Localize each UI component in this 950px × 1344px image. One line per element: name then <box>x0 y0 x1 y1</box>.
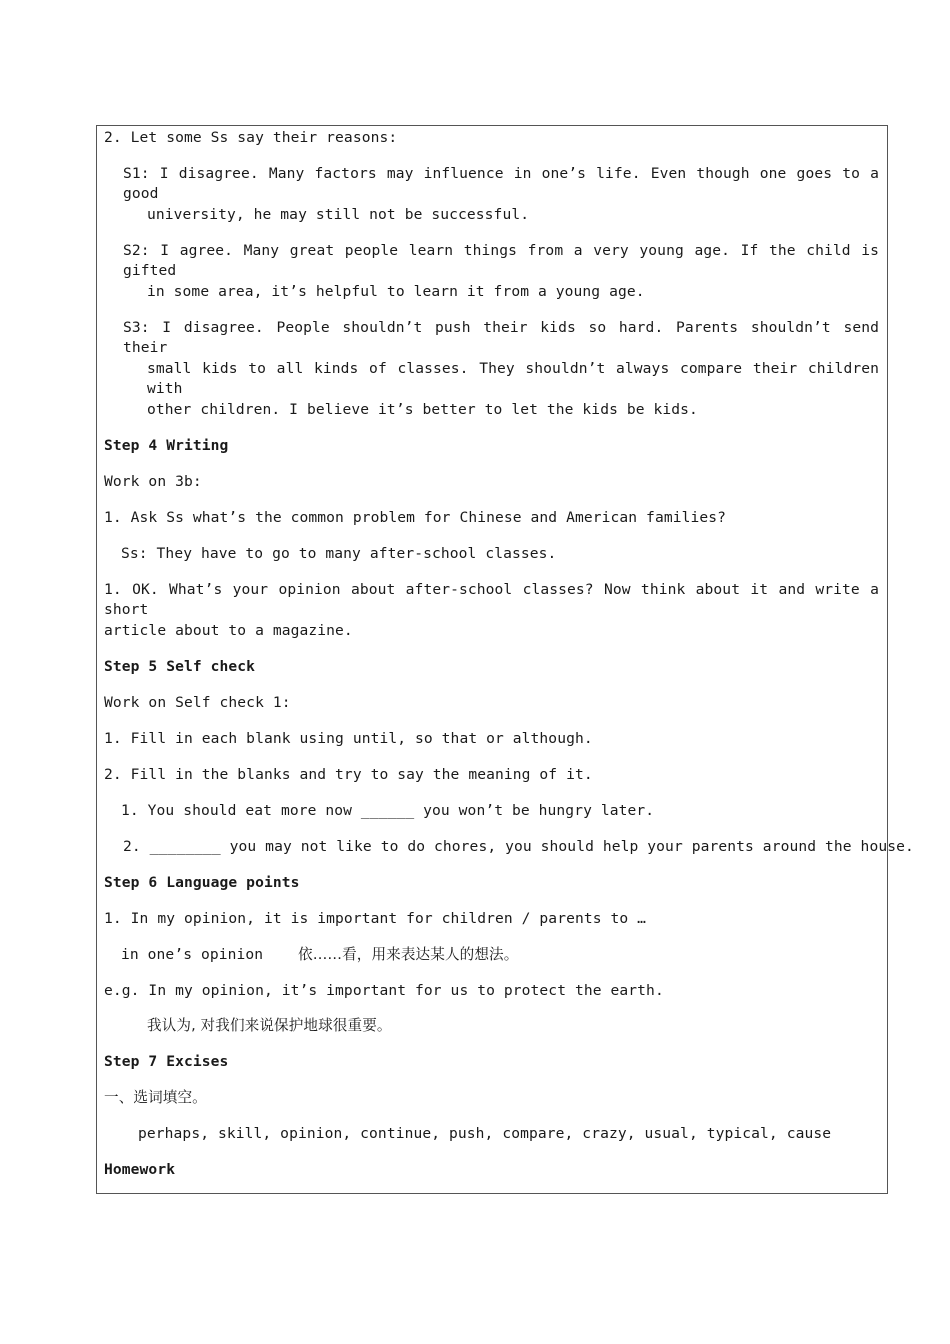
fill-instruction-2: 2. Fill in the blanks and try to say the meaning of it. <box>104 766 593 783</box>
exercise-sentence-1: 1. You should eat more now ______ you won’t be hungry later. <box>121 802 655 819</box>
writing-task-line-2: article about to a magazine. <box>104 622 353 639</box>
s3-reason-line-3: other children. I believe it’s better to let the kids be kids. <box>147 401 698 418</box>
exercise-section-title: 一、选词填空。 <box>104 1089 207 1106</box>
language-point-1: 1. In my opinion, it is important for children / parents to … <box>104 910 647 927</box>
writing-task-line-1: 1. OK. What’s your opinion about after-school classes? Now think about it and write a short <box>104 581 879 618</box>
example-translation: 我认为, 对我们来说保护地球很重要。 <box>147 1017 392 1034</box>
work-on-3b: Work on 3b: <box>104 473 202 490</box>
ss-answer: Ss: They have to go to many after-school classes. <box>121 545 557 562</box>
phrase-chinese-meaning: 依……看，用来表达某人的想法。 <box>298 946 519 963</box>
phrase-in-ones-opinion: in one’s opinion <box>121 946 264 963</box>
s1-reason-line-1: S1: I disagree. Many factors may influence in one’s life. Even though one goes to a good <box>123 165 879 202</box>
s3-reason-line-2: small kids to all kinds of classes. They shouldn’t always compare their children with <box>147 360 879 397</box>
s2-reason-line-2: in some area, it’s helpful to learn it from a young age. <box>147 283 645 300</box>
word-bank: perhaps, skill, opinion, continue, push, compare, crazy, usual, typical, cause <box>138 1125 832 1142</box>
step-4-heading: Step 4 Writing <box>104 437 229 454</box>
reasons-instruction: 2. Let some Ss say their reasons: <box>104 129 398 146</box>
step-6-heading: Step 6 Language points <box>104 874 300 891</box>
ask-question: 1. Ask Ss what’s the common problem for Chinese and American families? <box>104 509 727 526</box>
example-sentence: e.g. In my opinion, it’s important for us to protect the earth. <box>104 982 664 999</box>
step-7-heading: Step 7 Excises <box>104 1053 229 1070</box>
s3-reason-line-1: S3: I disagree. People shouldn’t push their kids so hard. Parents shouldn’t send their <box>123 319 879 356</box>
s1-reason-line-2: university, he may still not be successful. <box>147 206 530 223</box>
exercise-sentence-2: 2. ________ you may not like to do chores, you should help your parents around the house. <box>123 838 914 855</box>
s2-reason-line-1: S2: I agree. Many great people learn things from a very young age. If the child is gifted <box>123 242 879 279</box>
homework-heading: Homework <box>104 1161 176 1178</box>
step-5-heading: Step 5 Self check <box>104 658 256 675</box>
work-on-self-check: Work on Self check 1: <box>104 694 291 711</box>
fill-instruction-1: 1. Fill in each blank using until, so that or although. <box>104 730 593 747</box>
